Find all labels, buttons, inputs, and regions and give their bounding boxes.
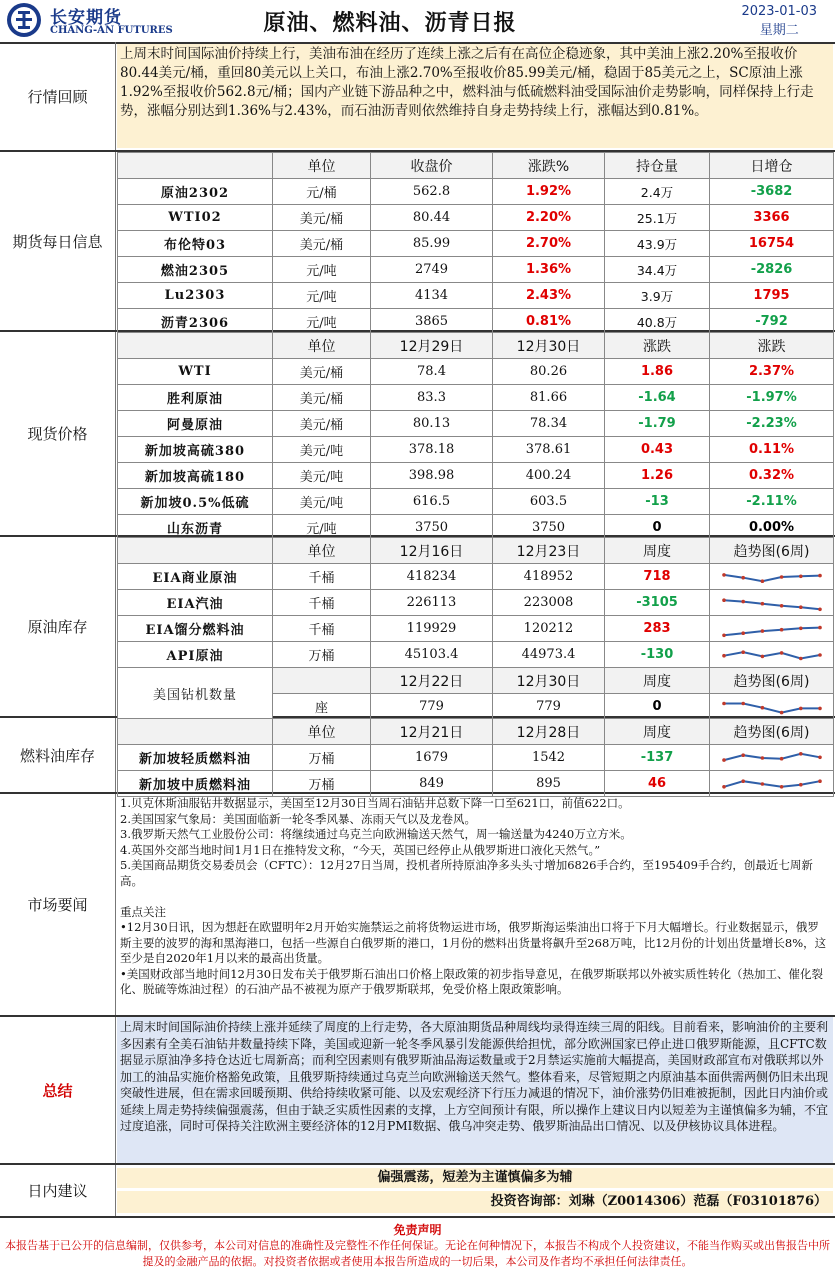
disclaimer-text: 本报告基于已公开的信息编制，仅供参考，本公司对信息的准确性及完整性不作任何保证。无论在何种情况下，本报告不构成个人投资建议，不能当作购买或出售报告中所提及的金融产品的依据。对投资者依据或者使用本报告所造成的一切后果，本公司及作者均不承担任何法律责任。: [5, 1239, 830, 1268]
price-day1-cell: 83.3: [371, 385, 493, 411]
market-news-text: [117, 794, 833, 1015]
inventory-week1-cell: 119929: [371, 616, 493, 642]
change-pct-cell: 2.43%: [493, 283, 605, 309]
market-news-section: [0, 794, 835, 1017]
trend-cell: [710, 694, 834, 720]
crude-inventory-section: [0, 537, 835, 718]
column-header: 日增仓: [710, 153, 834, 179]
rig-week1-cell: 779: [371, 694, 493, 720]
trend-point: [760, 756, 764, 760]
price-day2-cell: 78.34: [493, 411, 605, 437]
change-pct-cell: 2.37%: [710, 359, 834, 385]
column-header: 12月23日: [493, 538, 605, 564]
change-cell: -1.64: [605, 385, 710, 411]
summary-text: 上周末时间国际油价持续上涨并延续了周度的上行走势，各大原油期货品种周线均录得连续三周的阳线。目前看来，影响油价的主要利多因素有全美石油钻井数量持续下降，美国或迎新一轮冬季风暴引发能源供给担忧，部分欧洲国家已停止进口俄罗斯能源，且CFTC数据显示原油净多持仓达近七周新高；而利空因素则有俄罗斯油品海运数量或于2月禁运实施前大幅提高，美国财政部宣布对俄联邦以外加工的油品实施价格豁免政策，且俄罗斯持续通过乌克兰向欧洲输送天然气。整体看来，尽管短期之内原油基本面供需两侧仍旧未出现突破性进展，但在需求回暖预期、供给持续收紧可能、以及宏观经济下行压力减退的情况下，油价涨势仍旧难被扼制，因此日内油价或延续上周走势持续偏强震荡，但由于缺乏实质性因素的支撑，上方空间预计有限，所以操作上建议日内以短差为主谨慎偏多为辅，不宜过度追涨，同时可保持关注欧洲主要经济体的12月PMI数据、俄乌冲突走势、俄罗斯油品出口情况、以及伊核协议具体进程。: [117, 1017, 833, 1163]
change-pct-cell: 2.20%: [493, 205, 605, 231]
trend-point: [799, 782, 803, 786]
trend-point: [741, 650, 745, 654]
inventory-name: EIA商业原油: [118, 564, 273, 590]
trend-point: [818, 625, 822, 629]
trend-point: [818, 653, 822, 657]
trend-point: [779, 604, 783, 608]
price-day2-cell: 81.66: [493, 385, 605, 411]
trend-point: [779, 651, 783, 655]
change-pct-cell: 0.81%: [493, 309, 605, 335]
trend-sparkline: [720, 747, 824, 769]
weekly-change-cell: 0: [605, 694, 710, 720]
trend-line: [724, 627, 820, 635]
weekly-change-cell: -137: [605, 745, 710, 771]
unit-cell: 千桶: [273, 564, 371, 590]
spacer: [120, 889, 830, 905]
price-day1-cell: 3750: [371, 515, 493, 541]
trend-point: [741, 701, 745, 705]
inventory-week2-cell: 223008: [493, 590, 605, 616]
price-day1-cell: 398.98: [371, 463, 493, 489]
spot-row: [118, 385, 834, 411]
trend-cell: [710, 745, 834, 771]
crude-stock-row: [118, 616, 834, 642]
company-name-cn: 长安期货: [50, 8, 122, 28]
trend-point: [722, 573, 726, 577]
trend-cell: [710, 616, 834, 642]
crude-header-row: [118, 538, 834, 564]
futures-row: [118, 205, 834, 231]
weekly-change-cell: -3105: [605, 590, 710, 616]
trend-point: [722, 758, 726, 762]
inventory-week2-cell: 44973.4: [493, 642, 605, 668]
report-weekday: 星期二: [759, 23, 799, 38]
column-header: 周度: [605, 538, 710, 564]
section-label-advice: 日内建议: [0, 1165, 116, 1216]
trend-point: [741, 779, 745, 783]
futures-table: [117, 152, 834, 335]
unit-cell: 美元/桶: [273, 231, 371, 257]
change-pct-cell: 0.00%: [710, 515, 834, 541]
column-header: 12月22日: [371, 668, 493, 694]
spot-header-row: [118, 333, 834, 359]
contract-name: Lu2303: [118, 283, 273, 309]
trend-point: [722, 653, 726, 657]
trend-line: [724, 574, 820, 580]
column-header: 周度: [605, 668, 710, 694]
column-header: 12月28日: [493, 719, 605, 745]
close-price-cell: 4134: [371, 283, 493, 309]
trend-point: [818, 706, 822, 710]
company-emblem-icon: [6, 2, 42, 38]
consultant-line: 投资咨询部：刘琳（Z0014306）范磊（F03101876）: [117, 1191, 833, 1213]
unit-cell: 元/吨: [273, 283, 371, 309]
spot-name: WTI: [118, 359, 273, 385]
disclaimer: [0, 1218, 835, 1277]
trend-point: [760, 654, 764, 658]
spot-name: 新加坡高硫180: [118, 463, 273, 489]
column-header: 单位: [273, 333, 371, 359]
price-day1-cell: 78.4: [371, 359, 493, 385]
trend-point: [779, 756, 783, 760]
news-item: 2.美国国家气象局：美国面临新一轮冬季风暴、冻雨天气以及龙卷风。: [120, 811, 476, 826]
inventory-week1-cell: 849: [371, 771, 493, 797]
column-header: 12月21日: [371, 719, 493, 745]
column-header: 12月30日: [493, 668, 605, 694]
column-header: 持仓量: [605, 153, 710, 179]
section-label-crude-stock: 原油库存: [0, 537, 116, 716]
trend-point: [779, 710, 783, 714]
trend-line: [724, 753, 820, 759]
unit-cell: 美元/吨: [273, 463, 371, 489]
section-label-fuel-stock: 燃料油库存: [0, 718, 116, 792]
trend-line: [724, 600, 820, 609]
change-pct-cell: 0.32%: [710, 463, 834, 489]
weekly-change-cell: 283: [605, 616, 710, 642]
section-label-market-news: 市场要闻: [0, 794, 116, 1015]
inventory-name: API原油: [118, 642, 273, 668]
change-cell: 1.86: [605, 359, 710, 385]
column-header: [118, 719, 273, 745]
futures-row: [118, 309, 834, 335]
contract-name: 燃油2305: [118, 257, 273, 283]
crude-stock-row: [118, 590, 834, 616]
intraday-advice-section: [0, 1165, 835, 1218]
trend-sparkline: [720, 773, 824, 795]
contract-name: 原油2302: [118, 179, 273, 205]
trend-point: [722, 598, 726, 602]
open-interest-cell: 43.9万: [605, 231, 710, 257]
fuel-inventory-section: [0, 718, 835, 794]
trend-line: [724, 781, 820, 787]
section-label-spot: 现货价格: [0, 332, 116, 535]
trend-point: [818, 755, 822, 759]
price-day1-cell: 378.18: [371, 437, 493, 463]
inventory-week1-cell: 226113: [371, 590, 493, 616]
crude-inventory-table: [117, 537, 834, 720]
rig-week2-cell: 779: [493, 694, 605, 720]
daily-oi-change-cell: -3682: [710, 179, 834, 205]
contract-name: 沥青2306: [118, 309, 273, 335]
fuel-stock-row: [118, 771, 834, 797]
close-price-cell: 85.99: [371, 231, 493, 257]
open-interest-cell: 25.1万: [605, 205, 710, 231]
rig-header-row: [118, 668, 834, 694]
spot-price-table: [117, 332, 834, 541]
spot-name: 新加坡0.5%低硫: [118, 489, 273, 515]
trend-point: [760, 629, 764, 633]
trend-cell: [710, 564, 834, 590]
unit-cell: 元/吨: [273, 309, 371, 335]
trend-point: [818, 573, 822, 577]
advice-text: 偏强震荡，短差为主谨慎偏多为辅: [117, 1168, 833, 1188]
column-header: 趋势图(6周): [710, 668, 834, 694]
change-pct-cell: 1.36%: [493, 257, 605, 283]
close-price-cell: 3865: [371, 309, 493, 335]
unit-cell: 元/吨: [273, 257, 371, 283]
column-header: 周度: [605, 719, 710, 745]
company-name-en: CHANG-AN FUTURES: [50, 25, 173, 36]
section-label-summary: 总结: [0, 1017, 116, 1163]
fuel-stock-row: [118, 745, 834, 771]
price-day2-cell: 80.26: [493, 359, 605, 385]
price-day2-cell: 3750: [493, 515, 605, 541]
news-item: 5.美国商品期货交易委员会（CFTC）：12月27日当周，投机者所持原油净多头头寸增加6826手合约，至195409手合约，创最近七周新高。: [120, 858, 813, 888]
column-header: 涨跌: [605, 333, 710, 359]
unit-cell: 美元/桶: [273, 385, 371, 411]
trend-point: [760, 705, 764, 709]
column-header: 收盘价: [371, 153, 493, 179]
column-header: [118, 538, 273, 564]
daily-oi-change-cell: -792: [710, 309, 834, 335]
price-day1-cell: 616.5: [371, 489, 493, 515]
spot-row: [118, 359, 834, 385]
trend-sparkline: [720, 644, 824, 666]
inventory-week2-cell: 120212: [493, 616, 605, 642]
section-label-review: 行情回顾: [0, 42, 116, 150]
weekly-change-cell: 46: [605, 771, 710, 797]
report-title: 原油、燃料油、沥青日报: [263, 11, 517, 36]
column-header: 趋势图(6周): [710, 538, 834, 564]
price-day2-cell: 603.5: [493, 489, 605, 515]
focus-title: 重点关注: [120, 904, 166, 919]
trend-point: [779, 785, 783, 789]
inventory-week2-cell: 895: [493, 771, 605, 797]
report-date-block: [741, 2, 817, 40]
unit-cell: 万桶: [273, 745, 371, 771]
trend-cell: [710, 590, 834, 616]
trend-point: [818, 779, 822, 783]
crude-stock-row: [118, 564, 834, 590]
futures-row: [118, 231, 834, 257]
column-header: [118, 333, 273, 359]
trend-point: [722, 633, 726, 637]
change-pct-cell: 1.92%: [493, 179, 605, 205]
close-price-cell: 2749: [371, 257, 493, 283]
unit-cell: 万桶: [273, 642, 371, 668]
spot-name: 胜利原油: [118, 385, 273, 411]
unit-cell: 千桶: [273, 590, 371, 616]
change-pct-cell: -2.23%: [710, 411, 834, 437]
trend-sparkline: [720, 592, 824, 614]
open-interest-cell: 34.4万: [605, 257, 710, 283]
spot-row: [118, 437, 834, 463]
trend-point: [722, 701, 726, 705]
inventory-week1-cell: 418234: [371, 564, 493, 590]
inventory-week2-cell: 1542: [493, 745, 605, 771]
inventory-name: EIA馏分燃料油: [118, 616, 273, 642]
column-header: 趋势图(6周): [710, 719, 834, 745]
futures-header-row: [118, 153, 834, 179]
column-header: 单位: [273, 538, 371, 564]
report-header: [0, 0, 835, 44]
spot-row: [118, 489, 834, 515]
news-item: 3.俄罗斯天然气工业股份公司：将继续通过乌克兰向欧洲输送天然气，周一输送量为4240万立方米。: [120, 827, 632, 841]
column-header: 单位: [273, 719, 371, 745]
disclaimer-title: 免责声明: [393, 1223, 442, 1237]
trend-point: [799, 706, 803, 710]
futures-row: [118, 179, 834, 205]
trend-point: [741, 631, 745, 635]
unit-cell: 万桶: [273, 771, 371, 797]
trend-sparkline: [720, 566, 824, 588]
trend-sparkline: [720, 696, 824, 718]
spot-row: [118, 463, 834, 489]
spot-name: 新加坡高硫380: [118, 437, 273, 463]
column-header: 12月16日: [371, 538, 493, 564]
trend-point: [741, 753, 745, 757]
section-label-futures: 期货每日信息: [0, 152, 116, 330]
trend-point: [760, 782, 764, 786]
change-cell: 0.43: [605, 437, 710, 463]
inventory-name: 新加坡轻质燃料油: [118, 745, 273, 771]
trend-line: [724, 652, 820, 658]
column-header: 涨跌: [710, 333, 834, 359]
column-header: 涨跌%: [493, 153, 605, 179]
rig-count-name: 美国钻机数量: [118, 668, 273, 720]
futures-section: [0, 152, 835, 332]
price-day2-cell: 400.24: [493, 463, 605, 489]
contract-name: WTI02: [118, 205, 273, 231]
trend-point: [818, 607, 822, 611]
unit-cell: 美元/吨: [273, 489, 371, 515]
spot-price-section: [0, 332, 835, 537]
summary-section: [0, 1017, 835, 1165]
trend-point: [779, 627, 783, 631]
change-pct-cell: -1.97%: [710, 385, 834, 411]
unit-cell: 元/吨: [273, 515, 371, 541]
market-review-section: [0, 42, 835, 152]
close-price-cell: 80.44: [371, 205, 493, 231]
close-price-cell: 562.8: [371, 179, 493, 205]
company-logo: [6, 2, 173, 40]
trend-point: [799, 752, 803, 756]
unit-cell: 美元/桶: [273, 359, 371, 385]
open-interest-cell: 2.4万: [605, 179, 710, 205]
contract-name: 布伦特03: [118, 231, 273, 257]
unit-cell: 美元/桶: [273, 205, 371, 231]
trend-point: [799, 656, 803, 660]
unit-cell: 千桶: [273, 616, 371, 642]
column-header: 12月30日: [493, 333, 605, 359]
news-item: 1.贝克休斯油服钻井数据显示，美国至12月30日当周石油钻井总数下降一口至621口，前值622口。: [120, 796, 630, 810]
trend-point: [741, 599, 745, 603]
daily-oi-change-cell: 3366: [710, 205, 834, 231]
column-header: 12月29日: [371, 333, 493, 359]
weekly-change-cell: -130: [605, 642, 710, 668]
unit-cell: 美元/桶: [273, 411, 371, 437]
futures-row: [118, 257, 834, 283]
review-text: 上周末时间国际油价持续上行，美油布油在经历了连续上涨之后有在高位企稳迹象，其中美油上涨2.20%至报收价80.44美元/桶，重回80美元以上关口，布油上涨2.70%至报收价85.99美元/桶，稳固于85美元之上，SC原油上涨1.92%至报收价562.8元/桶；国内产业链下游品种之中，燃料油与低硫燃料油受国际油价走势影响，同样保持上行走势，涨幅分别达到1.36%与2.43%，而石油沥青则依然维持自身走势持续上行，涨幅达到0.81%。: [117, 44, 833, 148]
change-pct-cell: -2.11%: [710, 489, 834, 515]
inventory-name: 新加坡中质燃料油: [118, 771, 273, 797]
change-pct-cell: 0.11%: [710, 437, 834, 463]
report-date: 2023-01-03: [741, 4, 817, 19]
trend-point: [741, 575, 745, 579]
trend-point: [760, 601, 764, 605]
trend-line: [724, 703, 820, 712]
weekly-change-cell: 718: [605, 564, 710, 590]
price-day2-cell: 378.61: [493, 437, 605, 463]
column-header: 单位: [273, 153, 371, 179]
fuel-inventory-table: [117, 718, 834, 797]
trend-sparkline: [720, 618, 824, 640]
change-cell: 1.26: [605, 463, 710, 489]
daily-oi-change-cell: 16754: [710, 231, 834, 257]
spot-name: 山东沥青: [118, 515, 273, 541]
trend-point: [722, 785, 726, 789]
trend-cell: [710, 642, 834, 668]
inventory-week1-cell: 45103.4: [371, 642, 493, 668]
unit-cell: 美元/吨: [273, 437, 371, 463]
daily-oi-change-cell: -2826: [710, 257, 834, 283]
fuel-header-row: [118, 719, 834, 745]
column-header: [273, 668, 371, 694]
trend-point: [799, 626, 803, 630]
inventory-week1-cell: 1679: [371, 745, 493, 771]
change-cell: -13: [605, 489, 710, 515]
spot-name: 阿曼原油: [118, 411, 273, 437]
trend-point: [799, 605, 803, 609]
price-day1-cell: 80.13: [371, 411, 493, 437]
unit-cell: 座: [273, 694, 371, 720]
trend-point: [760, 579, 764, 583]
unit-cell: 元/桶: [273, 179, 371, 205]
trend-cell: [710, 771, 834, 797]
column-header: [118, 153, 273, 179]
change-cell: -1.79: [605, 411, 710, 437]
change-pct-cell: 2.70%: [493, 231, 605, 257]
daily-oi-change-cell: 1795: [710, 283, 834, 309]
change-cell: 0: [605, 515, 710, 541]
futures-row: [118, 283, 834, 309]
trend-point: [799, 574, 803, 578]
open-interest-cell: 3.9万: [605, 283, 710, 309]
spot-row: [118, 411, 834, 437]
focus-item: •美国财政部当地时间12月30日发布关于俄罗斯石油出口价格上限政策的初步指导意见，在俄罗斯联邦以外被实质性转化（热加工、催化裂化、脱硫等炼油过程）的石油产品不被视为原产于俄罗斯联邦，免受价格上限政策影响。: [120, 966, 824, 996]
trend-point: [779, 575, 783, 579]
open-interest-cell: 40.8万: [605, 309, 710, 335]
crude-stock-row: [118, 642, 834, 668]
inventory-name: EIA汽油: [118, 590, 273, 616]
inventory-week2-cell: 418952: [493, 564, 605, 590]
news-item: 4.英国外交部当地时间1月1日在推特发文称，“今天，英国已经停止从俄罗斯进口液化天然气。”: [120, 842, 601, 857]
focus-item: •12月30日讯，因为想赶在欧盟明年2月开始实施禁运之前将货物运进市场，俄罗斯海运柴油出口将于下月大幅增长。行业数据显示，俄罗斯主要的波罗的海和黑海港口，包括一些源自白俄罗斯的港口，1月份的燃料出货量将飙升至268万吨，比12月份的计划出货量增长8%，这至少是自2020年1月以来的最高出货量。: [120, 920, 827, 965]
